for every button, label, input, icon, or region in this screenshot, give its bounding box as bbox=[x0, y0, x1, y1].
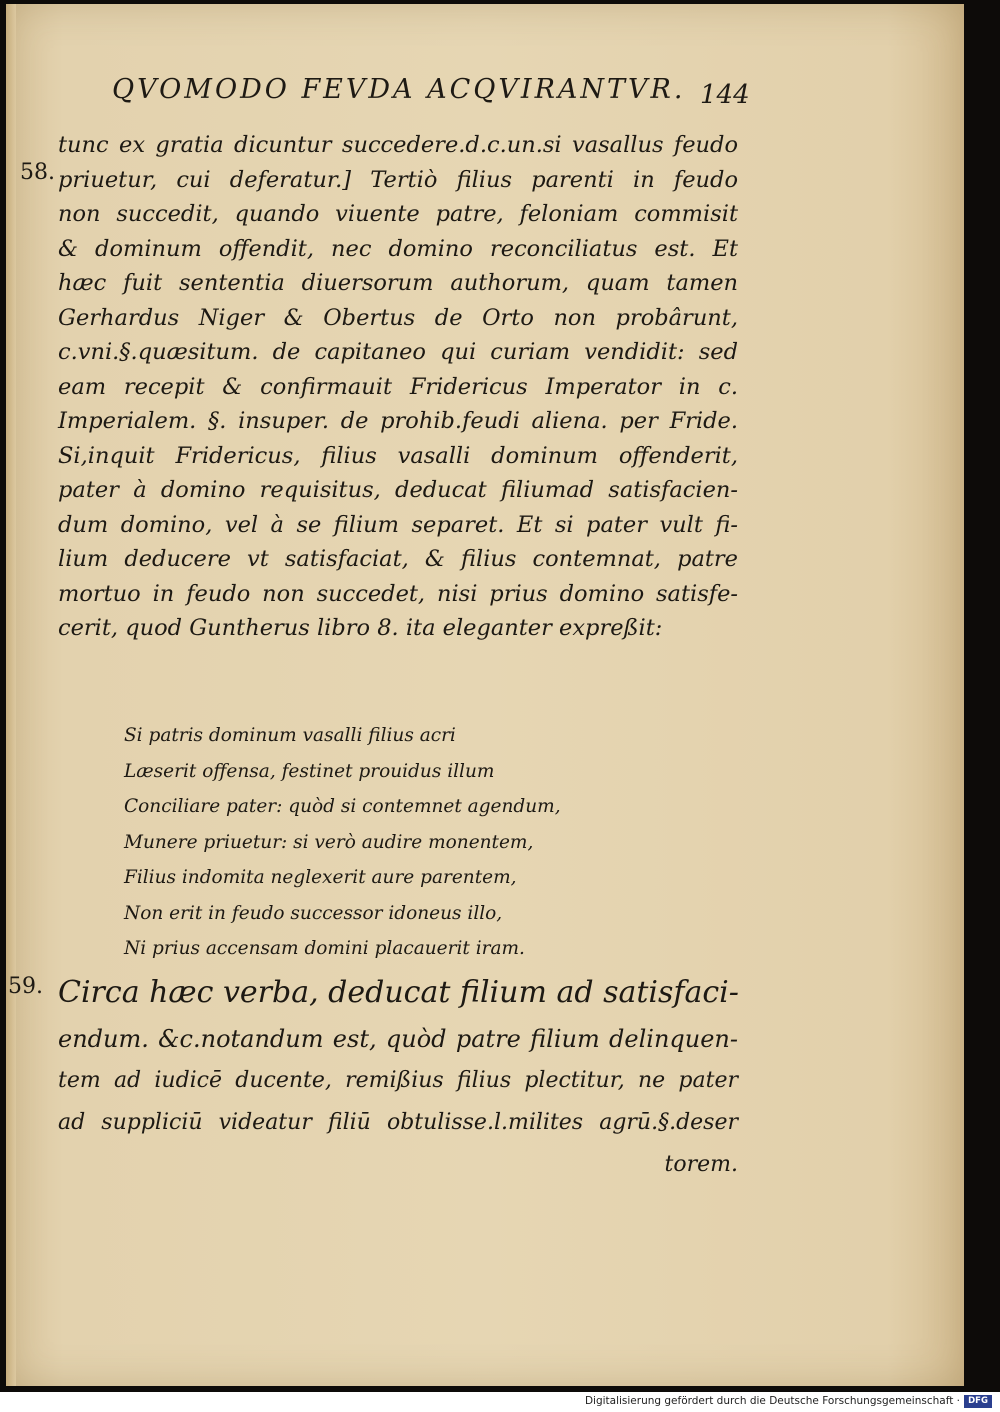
page-number: 144 bbox=[700, 80, 750, 110]
paragraph-1 bbox=[58, 128, 738, 646]
text-line: hæc fuit sententia diuersorum authorum, quam tamen bbox=[58, 270, 738, 296]
text-line: lium deducere vt satisfaciat, & filius contemnat, patre bbox=[58, 546, 738, 572]
text-line: Imperialem. §. insuper. de prohib.feudi aliena. per Fride. bbox=[58, 408, 738, 434]
text-line: dum domino, vel à se filium separet. Et si pater vult fi- bbox=[58, 511, 738, 538]
footer-bar bbox=[0, 1392, 1000, 1412]
margin-number-58: 58. bbox=[20, 160, 55, 185]
text-line: Gerhardus Niger & Obertus de Orto non probârunt, bbox=[58, 304, 738, 331]
paragraph-2 bbox=[58, 968, 738, 1186]
text-line: cerit, quod Guntherus libro 8. ita eleganter expreßit: bbox=[58, 615, 663, 641]
footer-credit: Digitalisierung gefördert durch die Deutsche Forschungsgemeinschaft · bbox=[584, 1395, 960, 1407]
lemma-line: Circa hæc verba, deducat filium ad satisfaci- bbox=[58, 975, 739, 1010]
text-line: non succedit, quando viuente patre, feloniam commisit bbox=[58, 201, 738, 227]
text-line: tem ad iudicē ducente, remißius filius plectitur, ne pater bbox=[58, 1068, 738, 1093]
margin-number-59: 59. bbox=[8, 974, 43, 999]
text-line: & dominum offendit, nec domino reconciliatus est. Et bbox=[58, 235, 738, 262]
verse-line: Filius indomita neglexerit aure parentem, bbox=[124, 867, 517, 888]
text-line: ad suppliciū videatur filiū obtulisse.l.milites agrū.§.deser bbox=[58, 1110, 738, 1135]
text-line: pater à domino requisitus, deducat filiumad satisfacien- bbox=[58, 477, 738, 503]
verse-line: Læserit offensa, festinet prouidus illum bbox=[124, 760, 495, 782]
text-line: c.vni.§.quæsitum. de capitaneo qui curiam vendidit: sed bbox=[58, 339, 738, 365]
dfg-logo-icon: DFG bbox=[964, 1395, 992, 1408]
text-line-end: torem. bbox=[664, 1152, 738, 1177]
verse-quotation bbox=[124, 718, 644, 967]
running-head: QVOMODO FEVDA ACQVIRANTVR. bbox=[112, 74, 686, 105]
text-line: eam recepit & confirmauit Fridericus Imperator in c. bbox=[58, 373, 738, 400]
text-line: tunc ex gratia dicuntur succedere.d.c.un.si vasallus feudo bbox=[58, 132, 738, 158]
verse-line: Munere priuetur: si verò audire monentem, bbox=[124, 831, 534, 853]
text-line: Si,inquit Fridericus, filius vasalli dominum offenderit, bbox=[58, 442, 738, 469]
verse-line: Non erit in feudo successor idoneus illo, bbox=[124, 902, 503, 924]
verse-line: Ni prius accensam domini placauerit iram. bbox=[124, 938, 525, 959]
verse-line: Si patris dominum vasalli filius acri bbox=[124, 725, 456, 746]
text-line: endum. &c.notandum est, quòd patre filium delinquen- bbox=[58, 1025, 738, 1053]
text-line: priuetur, cui deferatur.] Tertiò filius parenti in feudo bbox=[58, 166, 738, 193]
page-edge bbox=[6, 4, 16, 1386]
verse-line: Conciliare pater: quòd si contemnet agendum, bbox=[124, 796, 561, 817]
text-line: mortuo in feudo non succedet, nisi prius domino satisfe- bbox=[58, 580, 738, 607]
